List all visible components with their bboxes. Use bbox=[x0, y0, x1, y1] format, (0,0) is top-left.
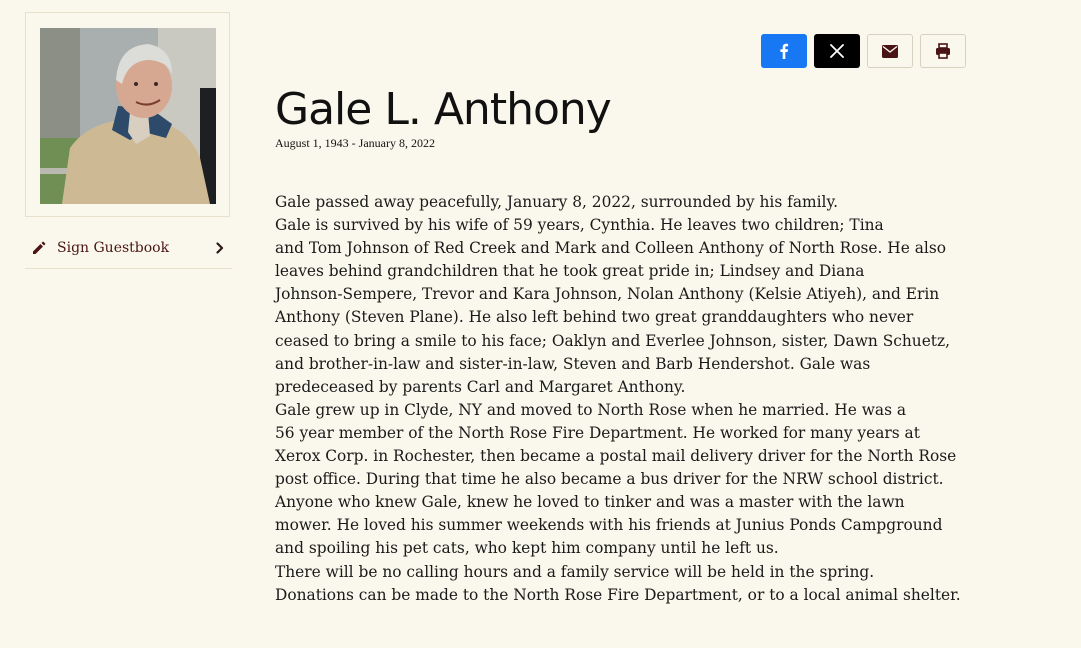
obituary-line: Anyone who knew Gale, knew he loved to tinker and was a master with the lawn bbox=[275, 493, 905, 512]
photo-frame bbox=[25, 12, 230, 217]
pencil-icon bbox=[31, 240, 47, 256]
deceased-name: Gale L. Anthony bbox=[275, 84, 611, 135]
life-dates: August 1, 1943 - January 8, 2022 bbox=[275, 136, 435, 150]
share-email-button[interactable] bbox=[867, 34, 913, 68]
obituary-line: predeceased by parents Carl and Margaret Anthony. bbox=[275, 377, 686, 396]
printer-icon bbox=[935, 43, 951, 59]
obituary-line: There will be no calling hours and a family service will be held in the spring. bbox=[275, 562, 875, 581]
envelope-icon bbox=[882, 45, 898, 58]
share-buttons bbox=[761, 34, 966, 68]
obituary-line: Anthony (Steven Plane). He also left behind two great granddaughters who never bbox=[275, 308, 914, 327]
facebook-icon bbox=[776, 43, 792, 59]
obituary-line: mower. He loved his summer weekends with his friends at Junius Ponds Campground bbox=[275, 516, 943, 535]
obituary-line: Johnson-Sempere, Trevor and Kara Johnson, Nolan Anthony (Kelsie Atiyeh), and Erin bbox=[275, 285, 940, 304]
x-icon bbox=[830, 44, 844, 58]
obituary-line: Xerox Corp. in Rochester, then became a postal mail delivery driver for the North Rose bbox=[275, 447, 957, 466]
chevron-right-icon bbox=[214, 242, 226, 254]
obituary-text bbox=[275, 191, 961, 607]
share-facebook-button[interactable] bbox=[761, 34, 807, 68]
obituary-line: Gale is survived by his wife of 59 years, Cynthia. He leaves two children; Tina bbox=[275, 216, 884, 235]
sidebar bbox=[25, 12, 232, 269]
obituary-line: and spoiling his pet cats, who kept him company until he left us. bbox=[275, 539, 779, 558]
obituary-line: leaves behind grandchildren that he took great pride in; Lindsey and Diana bbox=[275, 262, 865, 281]
obituary-main bbox=[275, 84, 961, 607]
portrait-photo[interactable] bbox=[40, 28, 216, 204]
obituary-line: Gale grew up in Clyde, NY and moved to North Rose when he married. He was a bbox=[275, 400, 907, 419]
obituary-line: 56 year member of the North Rose Fire Department. He worked for many years at bbox=[275, 423, 920, 442]
obituary-line: and Tom Johnson of Red Creek and Mark and Colleen Anthony of North Rose. He also bbox=[275, 239, 946, 258]
obituary-line: post office. During that time he also became a bus driver for the NRW school district. bbox=[275, 470, 944, 489]
obituary-line: ceased to bring a smile to his face; Oaklyn and Everlee Johnson, sister, Dawn Schuetz, bbox=[275, 331, 950, 350]
print-button[interactable] bbox=[920, 34, 966, 68]
share-x-button[interactable] bbox=[814, 34, 860, 68]
obituary-line: Gale passed away peacefully, January 8, 2022, surrounded by his family. bbox=[275, 193, 838, 211]
sign-guestbook-label: Sign Guestbook bbox=[57, 239, 170, 256]
obituary-line: Donations can be made to the North Rose Fire Department, or to a local animal shelter. bbox=[275, 585, 961, 604]
sign-guestbook-link[interactable] bbox=[25, 227, 232, 269]
obituary-line: and brother-in-law and sister-in-law, Steven and Barb Hendershot. Gale was bbox=[275, 354, 871, 373]
